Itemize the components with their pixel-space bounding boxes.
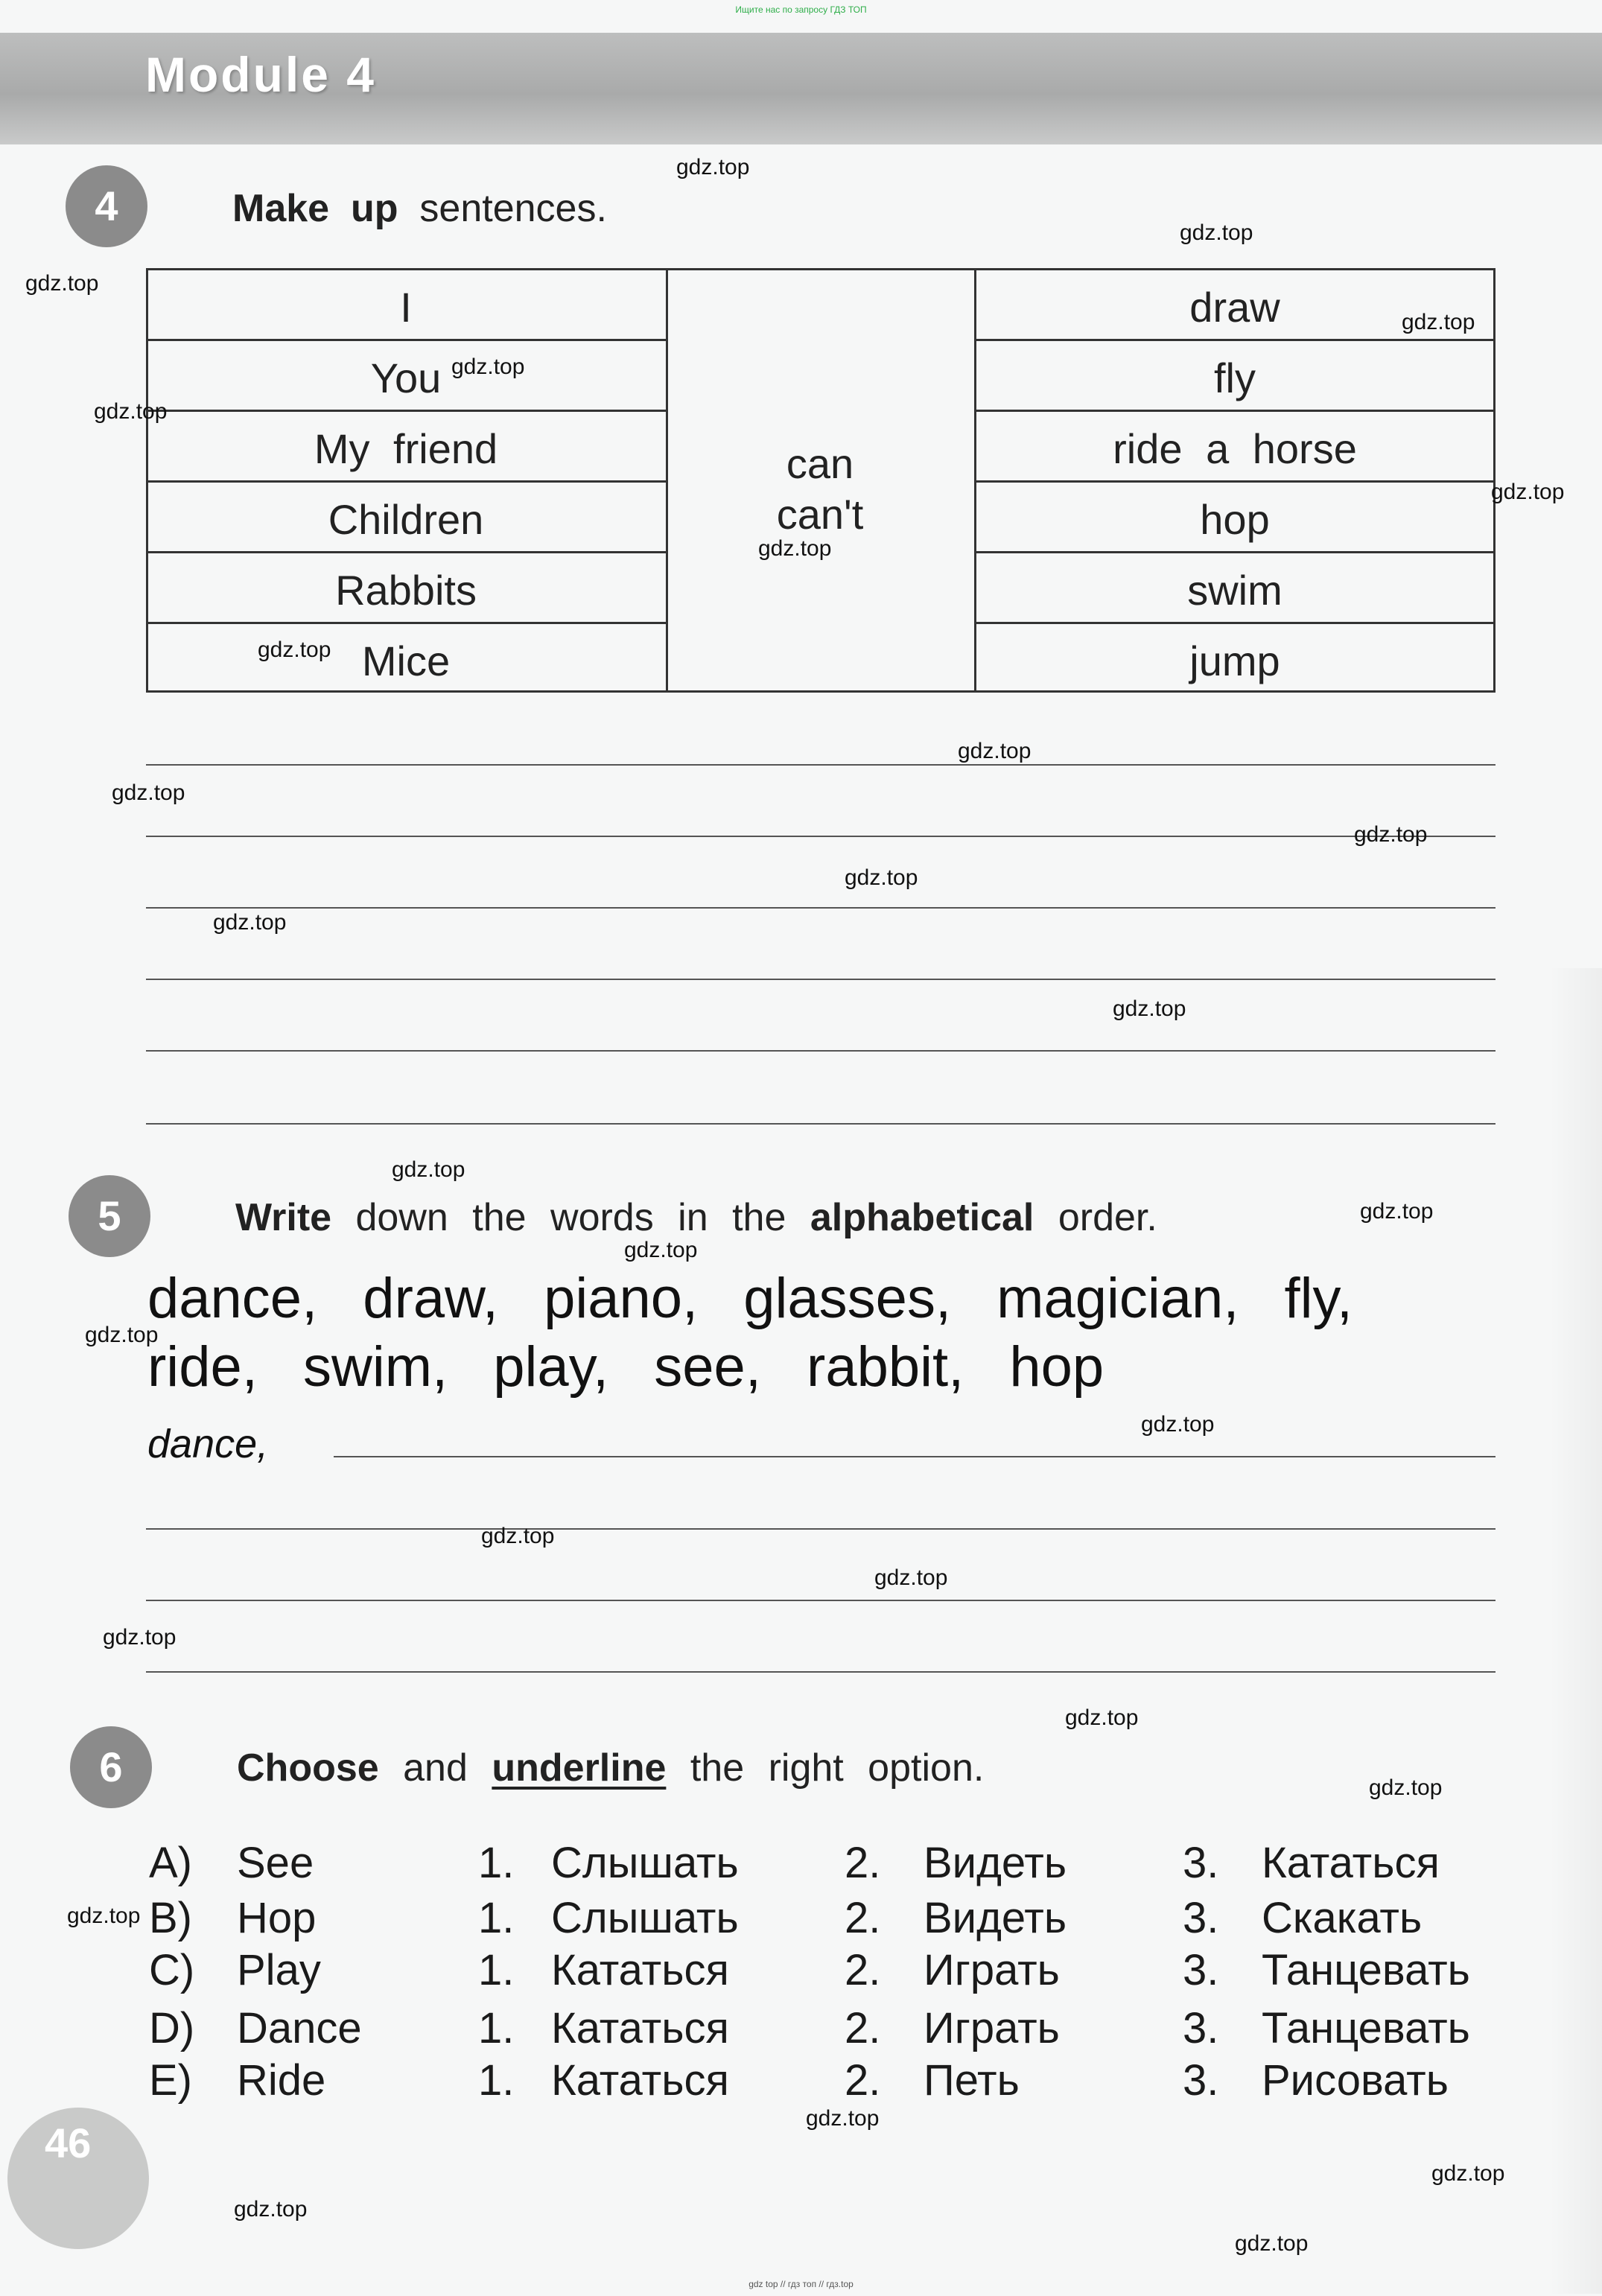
option-2[interactable]: Играть bbox=[924, 1946, 1060, 1994]
task6-title-end: the right option. bbox=[690, 1746, 985, 1790]
watermark: gdz.top bbox=[481, 1524, 555, 1548]
modal-cant: can't bbox=[776, 491, 864, 538]
watermark: gdz.top bbox=[845, 865, 918, 890]
option-1[interactable]: Слышать bbox=[551, 1839, 739, 1887]
subject-cell: Mice bbox=[361, 637, 451, 684]
task5-title-bold1: Write bbox=[235, 1196, 332, 1239]
sentence-table bbox=[146, 268, 1495, 693]
watermark: gdz.top bbox=[624, 1238, 698, 1262]
verb-cell: draw bbox=[1189, 284, 1280, 331]
subject-cell: You bbox=[370, 354, 442, 401]
watermark: gdz.top bbox=[874, 1565, 948, 1590]
page-edge-shadow bbox=[1549, 968, 1602, 2294]
task6-badge: 6 bbox=[70, 1726, 152, 1808]
watermark: gdz.top bbox=[85, 1323, 159, 1347]
option-2[interactable]: Петь bbox=[924, 2056, 1020, 2105]
task5-title-end: order. bbox=[1058, 1196, 1157, 1239]
option-3[interactable]: Танцевать bbox=[1262, 2004, 1470, 2052]
watermark: gdz.top bbox=[234, 2197, 308, 2222]
option-2[interactable]: Играть bbox=[924, 2004, 1060, 2052]
option-3[interactable]: Скакать bbox=[1262, 1894, 1423, 1942]
answer-line[interactable] bbox=[146, 764, 1495, 766]
option-number: 2. bbox=[845, 1894, 881, 1942]
watermark: gdz.top bbox=[676, 155, 750, 179]
row-letter: D) bbox=[149, 2004, 195, 2052]
option-1[interactable]: Кататься bbox=[551, 1946, 729, 1994]
option-1[interactable]: Слышать bbox=[551, 1894, 739, 1942]
option-number: 1. bbox=[478, 1894, 515, 1942]
task6-title bbox=[237, 1746, 984, 1790]
option-number: 2. bbox=[845, 2004, 881, 2052]
row-letter: A) bbox=[149, 1839, 192, 1887]
watermark: gdz.top bbox=[1402, 310, 1475, 334]
option-number: 2. bbox=[845, 2056, 881, 2105]
watermark: gdz.top bbox=[1360, 1199, 1434, 1224]
task5-title bbox=[235, 1195, 1157, 1240]
verb-cell: fly bbox=[1214, 354, 1256, 401]
subject-cell: My friend bbox=[314, 425, 498, 472]
answer-line[interactable] bbox=[146, 1671, 1495, 1673]
watermark: gdz.top bbox=[958, 739, 1032, 763]
answer-line[interactable] bbox=[146, 1600, 1495, 1601]
task5-badge: 5 bbox=[69, 1175, 150, 1257]
task6-title-bold2: underline bbox=[492, 1746, 667, 1790]
watermark: gdz.top bbox=[1235, 2231, 1309, 2256]
watermark: gdz.top bbox=[1065, 1705, 1139, 1730]
option-number: 1. bbox=[478, 2056, 515, 2105]
row-word: Ride bbox=[237, 2056, 326, 2105]
task5-title-mid: down the words in the bbox=[355, 1196, 786, 1239]
row-word: See bbox=[237, 1839, 314, 1887]
answer-line[interactable] bbox=[146, 907, 1495, 909]
word-list-line1: dance, draw, piano, glasses, magician, fly, bbox=[147, 1267, 1353, 1330]
word-list-line2: ride, swim, play, see, rabbit, hop bbox=[147, 1335, 1104, 1399]
modal-can: can bbox=[786, 440, 854, 487]
watermark: gdz.top bbox=[1113, 996, 1186, 1021]
watermark: gdz.top bbox=[103, 1625, 177, 1650]
option-3[interactable]: Танцевать bbox=[1262, 1946, 1470, 1994]
top-note: Ищите нас по запросу ГДЗ ТОП bbox=[735, 4, 867, 15]
option-number: 3. bbox=[1183, 1894, 1219, 1942]
row-letter: B) bbox=[149, 1894, 192, 1942]
watermark: gdz.top bbox=[1141, 1412, 1215, 1437]
bottom-note: gdz top // гдз топ // гдз.top bbox=[748, 2279, 854, 2289]
answer-line[interactable] bbox=[334, 1456, 1495, 1457]
option-number: 3. bbox=[1183, 1946, 1219, 1994]
watermark: gdz.top bbox=[1491, 480, 1565, 504]
row-word: Dance bbox=[237, 2004, 362, 2052]
task4-title-rest: sentences. bbox=[419, 187, 607, 230]
answer-line[interactable] bbox=[146, 1050, 1495, 1052]
watermark: gdz.top bbox=[1180, 220, 1253, 245]
verb-cell: jump bbox=[1189, 637, 1280, 684]
option-3[interactable]: Кататься bbox=[1262, 1839, 1440, 1887]
option-3[interactable]: Рисовать bbox=[1262, 2056, 1449, 2105]
watermark: gdz.top bbox=[67, 1904, 141, 1928]
task4-title-bold1: Make bbox=[232, 187, 330, 230]
row-word: Play bbox=[237, 1946, 321, 1994]
watermark: gdz.top bbox=[258, 637, 331, 662]
task6-title-mid: and bbox=[403, 1746, 468, 1790]
option-number: 1. bbox=[478, 2004, 515, 2052]
watermark: gdz.top bbox=[806, 2106, 880, 2131]
module-title: Module 4 bbox=[145, 47, 377, 102]
option-number: 1. bbox=[478, 1946, 515, 1994]
watermark: gdz.top bbox=[451, 354, 525, 379]
watermark: gdz.top bbox=[213, 910, 287, 935]
watermark: gdz.top bbox=[1354, 822, 1428, 847]
verb-cell: swim bbox=[1187, 567, 1282, 614]
watermark: gdz.top bbox=[758, 536, 832, 561]
row-word: Hop bbox=[237, 1894, 317, 1942]
subject-cell: Rabbits bbox=[335, 567, 477, 614]
watermark: gdz.top bbox=[392, 1157, 465, 1182]
page-number: 46 bbox=[45, 2119, 92, 2166]
watermark: gdz.top bbox=[1369, 1775, 1443, 1800]
option-number: 3. bbox=[1183, 1839, 1219, 1887]
answer-line[interactable] bbox=[146, 1528, 1495, 1530]
option-1[interactable]: Кататься bbox=[551, 2056, 729, 2105]
watermark: gdz.top bbox=[94, 399, 168, 424]
task4-title-bold2: up bbox=[350, 187, 398, 230]
task4-badge: 4 bbox=[66, 165, 147, 247]
watermark: gdz.top bbox=[1431, 2161, 1505, 2186]
watermark: gdz.top bbox=[112, 780, 185, 805]
option-number: 2. bbox=[845, 1839, 881, 1887]
option-2[interactable]: Видеть bbox=[924, 1839, 1067, 1887]
option-number: 2. bbox=[845, 1946, 881, 1994]
task5-title-bold2: alphabetical bbox=[810, 1196, 1034, 1239]
answer-line[interactable] bbox=[146, 1123, 1495, 1125]
example-word: dance, bbox=[147, 1422, 269, 1466]
subject-cell: Children bbox=[328, 496, 484, 543]
option-number: 3. bbox=[1183, 2004, 1219, 2052]
verb-cell: hop bbox=[1200, 496, 1270, 543]
watermark: gdz.top bbox=[25, 271, 99, 296]
task6-title-bold1: Choose bbox=[237, 1746, 379, 1790]
verb-cell: ride a horse bbox=[1113, 425, 1357, 472]
task4-title bbox=[232, 186, 607, 231]
option-number: 3. bbox=[1183, 2056, 1219, 2105]
answer-line[interactable] bbox=[146, 836, 1495, 837]
row-letter: C) bbox=[149, 1946, 195, 1994]
subject-cell: I bbox=[400, 284, 412, 331]
row-letter: E) bbox=[149, 2056, 192, 2105]
option-number: 1. bbox=[478, 1839, 515, 1887]
option-1[interactable]: Кататься bbox=[551, 2004, 729, 2052]
answer-line[interactable] bbox=[146, 979, 1495, 980]
option-2[interactable]: Видеть bbox=[924, 1894, 1067, 1942]
